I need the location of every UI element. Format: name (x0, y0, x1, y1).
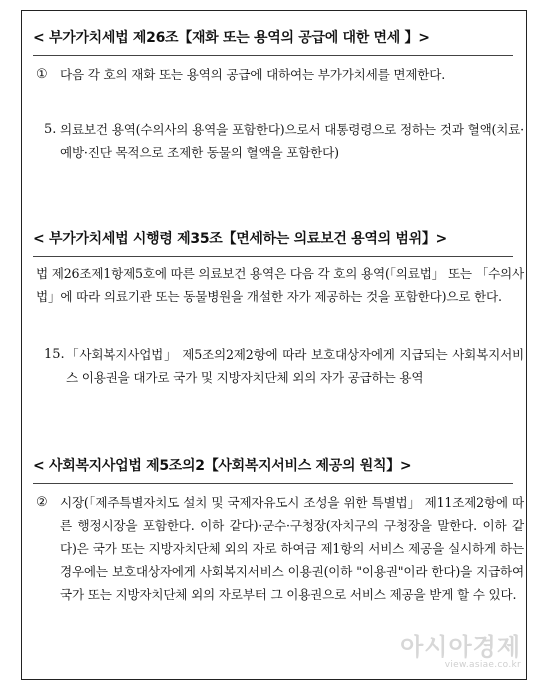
section-3-para-marker: ② (36, 495, 48, 510)
section-2-heading: < 부가가치세법 시행령 제35조【면세하는 의료보건 용역의 범위】> (33, 231, 447, 247)
section-2-divider (33, 256, 513, 257)
section-3-heading: < 사회복지사업법 제5조의2【사회복지서비스 제공의 원칙】> (33, 458, 412, 474)
news-watermark (371, 634, 521, 670)
section-1-item-text: 의료보건 용역(수의사의 용역을 포함한다)으로서 대통령령으로 정하는 것과 혈액(치료·예방·진단 목적으로 조제한 동물의 혈액을 포함한다) (60, 122, 524, 160)
section-2-paragraph: 법 제26조제1항제5호에 따른 의료보건 용역은 다음 각 호의 용역(「의료법」 또는 「수의사법」에 따라 의료기관 또는 동물병원을 개설한 자가 제공하는 것을 포함한다)으로 한다. (36, 266, 524, 304)
section-2-item-text: 「사회복지사업법」 제5조의2제2항에 따라 보호대상자에게 지급되는 사회복지서비스 이용권을 대가로 국가 및 지방자치단체 외의 자가 공급하는 용역 (66, 347, 524, 385)
watermark-logo-text: 아시아경제 (400, 633, 521, 661)
section-1-divider (33, 55, 513, 56)
section-3-divider (33, 483, 513, 484)
section-1-heading: < 부가가치세법 제26조【재화 또는 용역의 공급에 대한 면세 】> (33, 30, 430, 46)
section-1-para-marker: ① (36, 67, 48, 82)
section-1-paragraph: 다음 각 호의 재화 또는 용역의 공급에 대하여는 부가가치세를 면제한다. (60, 67, 446, 82)
section-1-item-number: 5. (44, 122, 57, 137)
section-3-paragraph: 시장(「제주특별자치도 설치 및 국제자유도시 조성을 위한 특별법」 제11조제2항에 따른 행정시장을 포함한다. 이하 같다)·군수·구청장(자치구의 구청장을 말한다. 이하 같다)은 국가 또는 지방자치단체 외의 자로 하여금 제1항의 서비스 제공을 실시하게 하는 경우에는 보호대상자에게 사회복지서비스 이용권(이하 "이용권"이라 한다)을 지급하여 국가 또는 지방자치단체 외의 자로부터 그 이용권으로 서비스 제공을 받게 할 수 있다. (60, 495, 524, 602)
watermark-url: view.asiae.co.kr (444, 660, 521, 670)
section-2-item-number: 15. (44, 347, 65, 362)
